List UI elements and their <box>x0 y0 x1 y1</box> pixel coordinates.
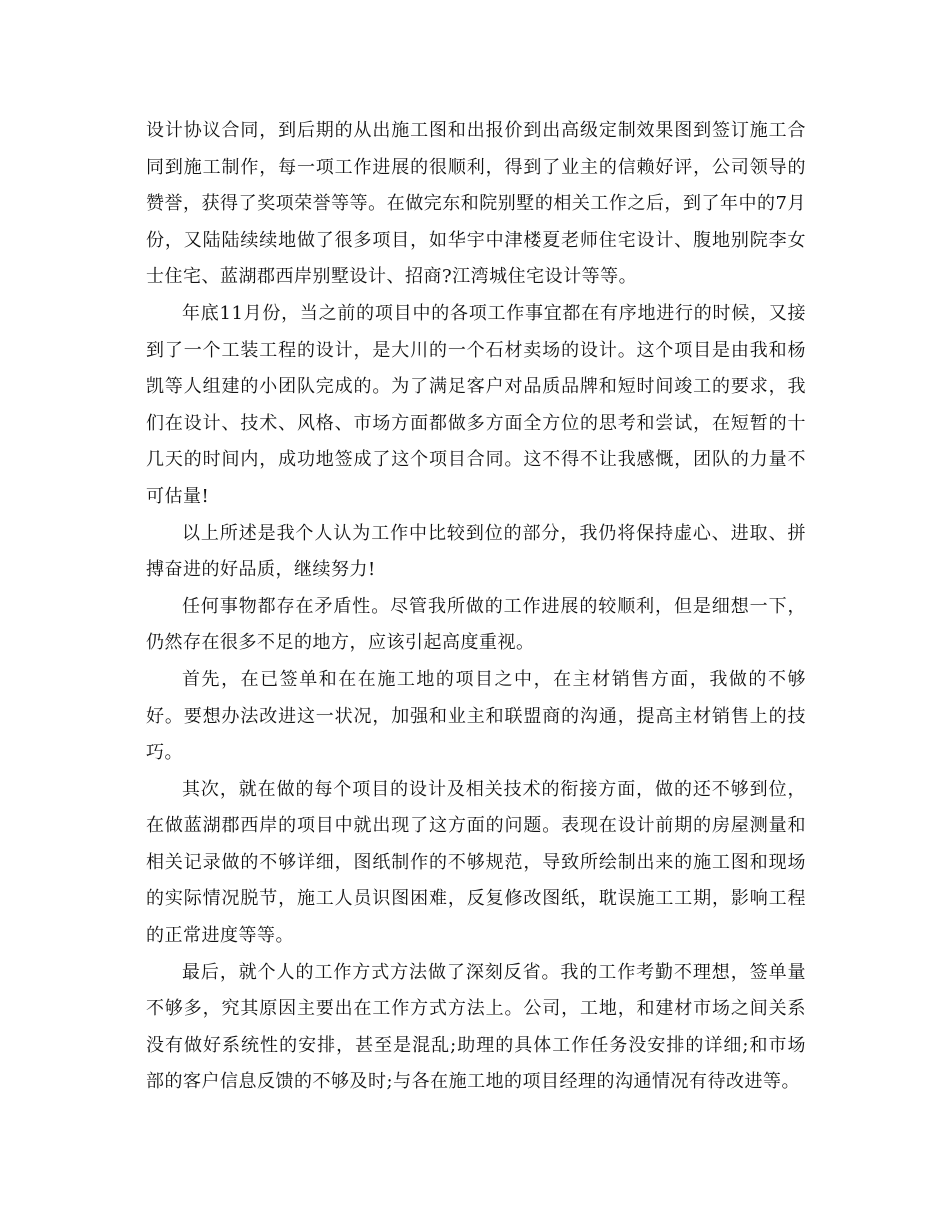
paragraph-5: 首先，在已签单和在在施工地的项目之中，在主材销售方面，我做的不够好。要想办法改进这一状况，加强和业主和联盟商的沟通，提高主材销售上的技巧。 <box>146 668 806 764</box>
paragraph-4: 任何事物都存在矛盾性。尽管我所做的工作进展的较顺利，但是细想一下，仍然存在很多不足的地方，应该引起高度重视。 <box>146 595 806 654</box>
document-body <box>146 113 806 1101</box>
paragraph-7: 最后，就个人的工作方式方法做了深刻反省。我的工作考勤不理想，签单量不够多，究其原因主要出在工作方式方法上。公司，工地，和建材市场之间关系没有做好系统性的安排，甚至是混乱;助理的具体工作任务没安排的详细;和市场部的客户信息反馈的不够及时;与各在施工地的项目经理的沟通情况有待改进等。 <box>146 961 806 1093</box>
paragraph-1: 设计协议合同，到后期的从出施工图和出报价到出高级定制效果图到签订施工合同到施工制作，每一项工作进展的很顺利，得到了业主的信赖好评，公司领导的赞誉，获得了奖项荣誉等等。在做完东和院别墅的相关工作之后，到了年中的7月份，又陆陆续续地做了很多项目，如华宇中津楼夏老师住宅设计、腹地别院李女士住宅、蓝湖郡西岸别墅设计、招商?江湾城住宅设计等等。 <box>146 120 806 288</box>
paragraph-6: 其次，就在做的每个项目的设计及相关技术的衔接方面，做的还不够到位，在做蓝湖郡西岸的项目中就出现了这方面的问题。表现在设计前期的房屋测量和相关记录做的不够详细，图纸制作的不够规范，导致所绘制出来的施工图和现场的实际情况脱节，施工人员识图困难，反复修改图纸，耽误施工工期，影响工程的正常进度等等。 <box>146 778 806 947</box>
paragraph-2: 年底11月份，当之前的项目中的各项工作事宜都在有序地进行的时候，又接到了一个工装工程的设计，是大川的一个石材卖场的设计。这个项目是由我和杨凯等人组建的小团队完成的。为了满足客户对品质品牌和短时间竣工的要求，我们在设计、技术、风格、市场方面都做多方面全方位的思考和尝试，在短暂的十几天的时间内，成功地签成了这个项目合同。这不得不让我感慨，团队的力量不可估量! <box>146 302 806 507</box>
paragraph-3: 以上所述是我个人认为工作中比较到位的部分，我仍将保持虚心、进取、拼搏奋进的好品质，继续努力! <box>146 522 806 581</box>
